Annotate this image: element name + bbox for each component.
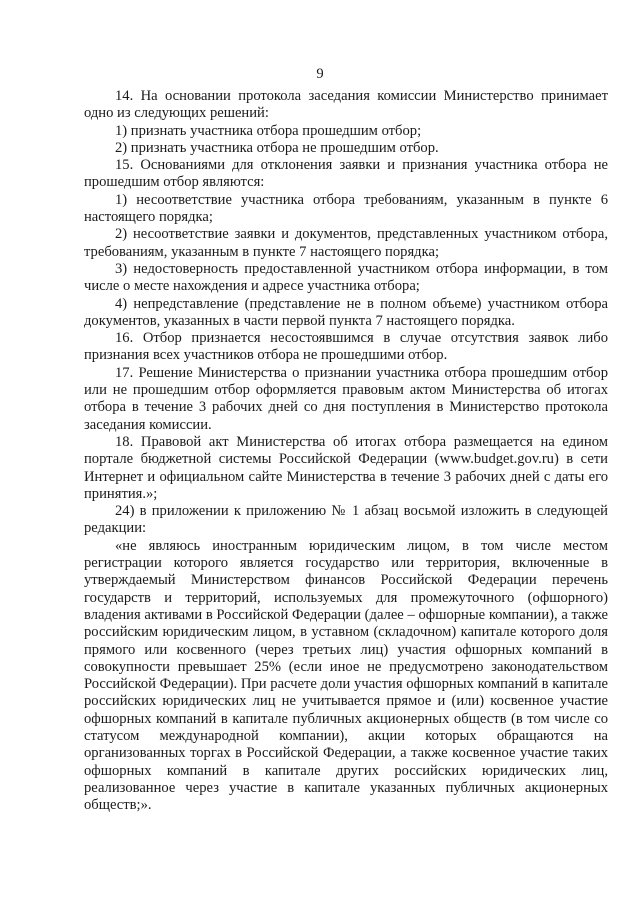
paragraph-16: 16. Отбор признается несостоявшимся в случае отсутствия заявок либо признания всех участников отбора не прошедшими отбор. (84, 330, 608, 364)
paragraph-15-item-4: 4) непредставление (представление не в полном объеме) участником отбора документов, указанных в части первой пункта 7 настоящего порядка. (84, 295, 608, 329)
paragraph-15: 15. Основаниями для отклонения заявки и признания участника отбора не прошедшим отбор являются: (84, 157, 608, 191)
paragraph-17: 17. Решение Министерства о признании участника отбора прошедшим отбор или не прошедшим отбор оформляется правовым актом Министерства об итогах отбора в течение 3 рабочих дней со дня поступления в Министерство протокола заседания комиссии. (84, 364, 608, 433)
paragraph-14-item-2: 2) признать участника отбора не прошедшим отбор. (115, 139, 439, 156)
paragraph-18: 18. Правовой акт Министерства об итогах отбора размещается на едином портале бюджетной системы Российской Федерации (www.budget.gov.ru) в сети Интернет и официальном сайте Министерства в течение 3 рабочих дней с даты его принятия.»; (84, 433, 608, 502)
amendment-24-quote: «не являюсь иностранным юридическим лицом, в том числе местом регистрации которого является государство или территория, включенные в утверждаемый Министерством финансов Российской Федерации перечень государств и территорий, используемых для промежуточного (офшорного) владения активами в Российской Федерации (далее – офшорные компании), а также российским юридическим лицом, в уставном (складочном) капитале которого доля прямого или косвенного (через третьих лиц) участия офшорных компаний в совокупности превышает 25% (если иное не предусмотрено законодательством Российской Федерации). При расчете доли участия офшорных компаний в капитале российских юридических лиц не учитывается прямое и (или) косвенное участие офшорных компаний в капитале публичных акционерных обществ (в том числе со статусом международной компании), акции которых обращаются на организованных торгах в Российской Федерации, а также косвенное участие таких офшорных компаний в капитале других российских юридических лиц, реализованное через участие в капитале указанных публичных акционерных обществ;». (84, 537, 608, 814)
paragraph-14-item-1: 1) признать участника отбора прошедшим отбор; (115, 122, 422, 139)
paragraph-15-item-1: 1) несоответствие участника отбора требованиям, указанным в пункте 6 настоящего порядка; (84, 191, 608, 226)
amendment-24: 24) в приложении к приложению № 1 абзац восьмой изложить в следующей редакции: (84, 503, 608, 537)
document-body (84, 88, 608, 814)
paragraph-15-item-3: 3) недостоверность предоставленной участником отбора информации, в том числе о месте нахождения и адресе участника отбора; (84, 260, 608, 295)
paragraph-15-item-2: 2) несоответствие заявки и документов, представленных участником отбора, требованиям, указанным в пункте 7 настоящего порядка; (84, 226, 608, 260)
paragraph-14: 14. На основании протокола заседания комиссии Министерство принимает одно из следующих решений: (84, 88, 608, 122)
page-number: 9 (316, 66, 324, 82)
